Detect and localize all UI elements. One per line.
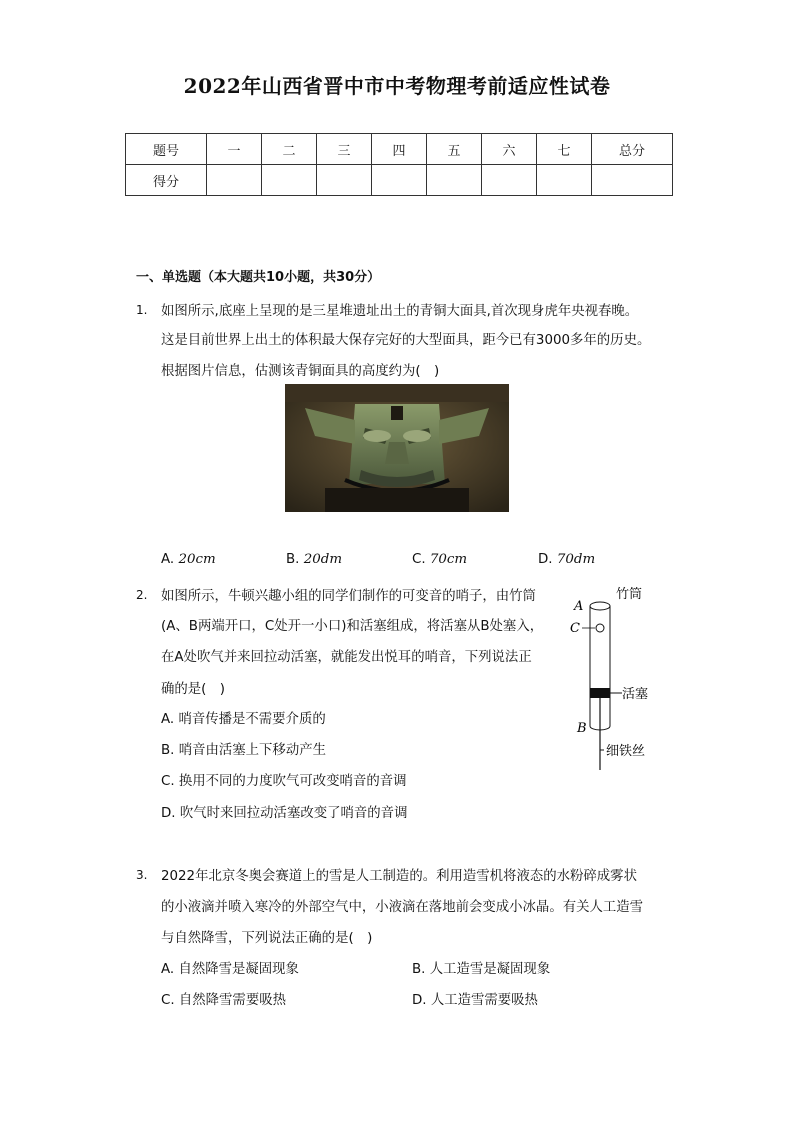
answer-option[interactable]: C. 自然降雪需要吸热 xyxy=(161,993,286,1008)
option-letter: B. xyxy=(286,552,300,567)
option-letter: D. xyxy=(538,552,553,567)
answer-option[interactable] xyxy=(538,552,595,567)
score-cell[interactable] xyxy=(592,165,673,196)
answer-option[interactable] xyxy=(412,552,467,567)
page-title: 2022年山西省晋中市中考物理考前适应性试卷 xyxy=(183,74,611,98)
option-unit: dm xyxy=(320,552,343,567)
question-text-line: 在A处吹气并来回拉动活塞，就能发出悦耳的哨音，下列说法正 xyxy=(161,650,532,665)
question-number: 3. xyxy=(136,868,148,882)
answer-option[interactable]: B. 人工造雪是凝固现象 xyxy=(412,962,551,977)
question-text-line: 根据图片信息，估测该青铜面具的高度约为( ) xyxy=(161,364,440,379)
score-header-cell: 四 xyxy=(372,134,427,165)
score-cell[interactable] xyxy=(427,165,482,196)
bronze-mask-photo xyxy=(285,384,509,512)
diagram-label-piston: 活塞 xyxy=(622,687,649,702)
score-cell[interactable] xyxy=(317,165,372,196)
option-value: 70 xyxy=(429,552,447,567)
option-value: 20 xyxy=(178,552,196,567)
diagram-label-a: A xyxy=(574,599,584,614)
answer-option[interactable]: B. 哨音由活塞上下移动产生 xyxy=(161,743,326,758)
score-row-label: 得分 xyxy=(126,165,207,196)
question-number: 1. xyxy=(136,303,148,317)
question-text-line: 2022年北京冬奥会赛道上的雪是人工制造的。利用造雪机将液态的水粉碎成雾状 xyxy=(161,869,637,884)
answer-option[interactable]: D. 人工造雪需要吸热 xyxy=(412,993,538,1008)
option-letter: A. xyxy=(161,552,175,567)
question-text-line: 确的是( ) xyxy=(161,682,226,697)
score-cell[interactable] xyxy=(537,165,592,196)
diagram-label-tube: 竹筒 xyxy=(616,587,643,602)
score-header-cell: 题号 xyxy=(126,134,207,165)
question-text-line: (A、B两端开口，C处开一小口)和活塞组成，将活塞从B处塞入， xyxy=(161,619,544,634)
diagram-label-b: B xyxy=(577,721,587,736)
question-text-line: 这是目前世界上出土的体积最大保存完好的大型面具，距今已有3000多年的历史。 xyxy=(161,333,651,348)
answer-option[interactable]: A. 自然降雪是凝固现象 xyxy=(161,962,299,977)
diagram-label-c: C xyxy=(570,621,580,636)
option-letter: C. xyxy=(412,552,426,567)
score-header-cell: 七 xyxy=(537,134,592,165)
score-cell[interactable] xyxy=(262,165,317,196)
option-value: 70 xyxy=(556,552,574,567)
score-cell[interactable] xyxy=(207,165,262,196)
diagram-label-wire: 细铁丝 xyxy=(606,744,646,759)
score-header-cell: 三 xyxy=(317,134,372,165)
option-unit: cm xyxy=(446,552,468,567)
question-text-line: 的小液滴并喷入寒冷的外部空气中，小液滴在落地前会变成小冰晶。有关人工造雪 xyxy=(161,900,644,915)
question-number: 2. xyxy=(136,588,148,602)
score-header-cell: 总分 xyxy=(592,134,673,165)
option-unit: dm xyxy=(573,552,596,567)
score-table-score-row xyxy=(126,165,673,196)
score-table xyxy=(125,133,673,196)
score-header-cell: 六 xyxy=(482,134,537,165)
question-text-line: 如图所示,底座上呈现的是三星堆遗址出土的青铜大面具,首次现身虎年央视春晚。 xyxy=(161,304,639,319)
answer-option[interactable]: D. 吹气时来回拉动活塞改变了哨音的音调 xyxy=(161,806,408,821)
question-text-line: 与自然降雪，下列说法正确的是( ) xyxy=(161,931,373,946)
option-value: 20 xyxy=(303,552,321,567)
question-text-line: 如图所示，牛顿兴趣小组的同学们制作的可变音的哨子，由竹筒 xyxy=(161,589,536,604)
score-header-cell: 二 xyxy=(262,134,317,165)
score-header-cell: 五 xyxy=(427,134,482,165)
answer-option[interactable] xyxy=(161,552,216,567)
score-cell[interactable] xyxy=(372,165,427,196)
bamboo-whistle-diagram xyxy=(560,580,700,780)
score-table-header-row xyxy=(126,134,673,165)
score-header-cell: 一 xyxy=(207,134,262,165)
option-unit: cm xyxy=(195,552,216,567)
answer-option[interactable]: A. 哨音传播是不需要介质的 xyxy=(161,712,326,727)
score-cell[interactable] xyxy=(482,165,537,196)
answer-option[interactable]: C. 换用不同的力度吹气可改变哨音的音调 xyxy=(161,774,407,789)
section-heading: 一、单选题（本大题共10小题，共30分） xyxy=(136,270,381,285)
answer-option[interactable] xyxy=(286,552,342,567)
